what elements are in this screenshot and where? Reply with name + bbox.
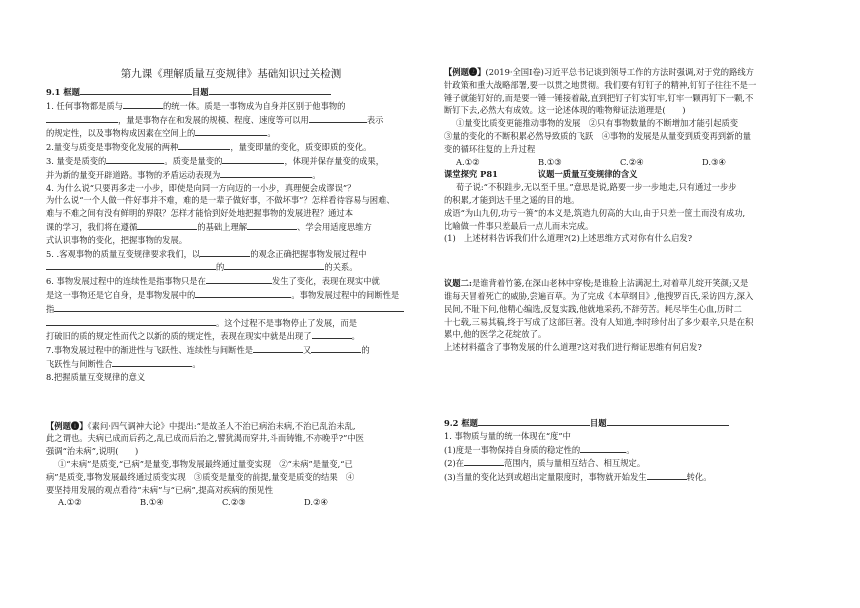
q5: 5. .客观事物的质量互变规律要求我们，以 的观念正确把握事物发展过程中 <box>46 248 367 259</box>
q1-cont2: 的规定性，以及事物构成因素在空间上的 。 <box>46 128 276 139</box>
option-d[interactable]: D.③④ <box>702 156 726 167</box>
explore-heading <box>444 168 838 181</box>
q6-cont2: 指 <box>46 302 416 316</box>
frame2-line <box>444 416 838 430</box>
q1-text: 1. 事物质与量的统一体现在“度”中 <box>444 430 571 441</box>
blank[interactable] <box>647 470 687 480</box>
option-c[interactable]: C.②④ <box>620 156 644 167</box>
example2-text: 断钉下去,必然大有成效。这一论述体现的唯物辩证法道理是( ) <box>444 105 686 116</box>
blank[interactable] <box>607 416 729 426</box>
option-a[interactable]: A.①② <box>58 497 82 508</box>
blank[interactable] <box>123 99 163 109</box>
example1-text: 强调“治未病”,说明( ) <box>46 446 139 457</box>
frame2-label: 9.2 框题 <box>444 417 478 428</box>
blank[interactable] <box>312 329 352 339</box>
material-text: 谁每天冒着死亡的威胁,尝遍百草。为了完成《本草纲目》,他搜罗百氏,采访四方,深入 <box>444 290 754 301</box>
blank[interactable] <box>220 168 312 178</box>
blank[interactable] <box>195 288 291 298</box>
q6: 6. 事物发展过程中的连续性是指事物只是在 发生了变化，表现在现实中就 <box>46 276 380 287</box>
topic2-label: 议题二: <box>444 278 472 289</box>
option-d[interactable]: D.②④ <box>304 497 328 508</box>
example2: 【例题❷】(2019·全国Ⅰ卷)习近平总书记谈到领导工作的方法时强调,对于党的路线方 <box>444 67 754 77</box>
q1-cont: ，量是事物存在和发展的规模、程度、速度等可以用 表示 <box>46 113 416 127</box>
frame-label: 9.1 框题 <box>46 87 80 97</box>
option-c[interactable]: C.②③ <box>222 497 246 508</box>
material-text: 荀子说:“不积跬步,无以至千里。”意思是说,路要一步一步地走,只有通过一步步 <box>456 182 737 193</box>
frame-line <box>46 85 416 99</box>
example1-text: 此之谓也。夫病已成而后药之,乱已成而后治之,譬犹渴而穿井,斗而铸锥,不亦晚乎?”中医 <box>46 433 364 444</box>
example1: 【例题❶】《素问·四气调神大论》中提出:“是故圣人不治已病治未病,不治已乱治未乱, <box>46 420 356 431</box>
topic2-title-label: 目题 <box>589 417 607 428</box>
page-title: 第九课《理解质量互变规律》基础知识过关检测 <box>120 68 342 80</box>
example1-statement: 要坚持用发展的观点看待“未病”与“已病”,提高对疾病的预见性 <box>46 484 274 495</box>
q6-cont3: 。这个过程不是事物停止了发展，而是 <box>46 316 416 330</box>
q4-cont: 为什么说“一个人做一件好事并不难，难的是一辈子做好事，不做坏事”？怎样看待容易与困难、 <box>46 195 395 206</box>
blank[interactable] <box>80 85 192 95</box>
q3: 3. 量变是质变的 。质变是量变的 ，体现并保存量变的成果， <box>46 155 385 166</box>
q8: 8.把握质量互变规律的意义 <box>46 371 146 382</box>
question-text: 上述材料蕴含了事物发展的什么道理?这对我们进行辩证思维有何启发? <box>444 342 702 353</box>
option-b[interactable]: B.①④ <box>140 497 164 508</box>
topic-label: 目题 <box>191 87 209 97</box>
example1-label: 【例题❶】 <box>46 420 88 431</box>
example1-statement: ①“未病”是质变,“已病”是量变,事物发展最终通过量变实现 ②“未病”是量变,“已 <box>58 458 353 469</box>
blank[interactable] <box>253 343 303 353</box>
q5-cont: 的 的关系。 <box>46 260 416 274</box>
q3-cont: 并为新的量变开辟道路。事物的矛盾运动表现为 。 <box>46 169 321 180</box>
example2-options <box>444 156 838 169</box>
q2: 2.量变与质变是事物变化发展的两种 ，量变即量的变化，质变即质的变化。 <box>46 142 372 153</box>
q1: 1. 任何事物都是质与 的统一体。质是一事物成为自身并区别于他事物的 <box>46 100 346 111</box>
option-a[interactable]: A.①② <box>456 156 480 167</box>
blank[interactable] <box>178 140 230 150</box>
explore-topic: 议题一质量互变规律的含义 <box>537 169 638 180</box>
material-text: 累中,他的医学之花绽放了。 <box>444 329 547 340</box>
question-text: (1) 上述材料告诉我们什么道理?(2)上述思维方式对你有什么启发? <box>444 233 693 244</box>
blank[interactable] <box>46 260 216 270</box>
q6-cont4: 打破旧的质的规定性而代之以新的质的规定性，表现在现实中就是出现了 。 <box>46 331 360 342</box>
example2-statement: ①量变比质变更能推动事物的发展 ②只有事物数量的不断增加才能引起质变 <box>456 118 739 129</box>
q1c: (3)当量的变化达到或超出定量限度时，事物就开始发生 转化。 <box>444 472 712 483</box>
material-text: 十七载,三易其稿,终于写成了这部巨著。没有人知道,李时珍付出了多少艰辛,只是在积 <box>444 316 754 327</box>
material-text: 比喻做一件事只差最后一点儿而未完成。 <box>444 220 594 231</box>
example1-options <box>46 496 416 509</box>
example2-text: 针政策和重大战略部署,要一以贯之地贯彻。我们要有钉钉子的精神,钉钉子往往不是一 <box>444 79 757 90</box>
blank[interactable] <box>46 316 216 326</box>
blank[interactable] <box>580 443 626 453</box>
option-b[interactable]: B.①③ <box>538 156 562 167</box>
blank[interactable] <box>209 85 331 95</box>
blank[interactable] <box>195 126 267 136</box>
blank[interactable] <box>464 456 504 466</box>
blank[interactable] <box>478 416 590 426</box>
q4-cont3: 课的学习，我们将在遵循 的基础上理解 、学会用适度思维方 <box>46 221 372 232</box>
topic2: 议题二:是谁背着竹篓,在深山老林中穿梭;是谁脸上沾满泥土,对着草儿绽开笑颜;又是 <box>444 278 749 289</box>
q4: 4. 为什么说“只要再多走一小步，即使是向同一方向迈的一小步，真理便会成谬误”？ <box>46 182 356 193</box>
blank[interactable] <box>311 343 361 353</box>
blank[interactable] <box>112 357 192 367</box>
q7-cont: 飞跃性与间断性合 。 <box>46 358 201 369</box>
material-text: 民间,不耻下问,他精心编选,反复实践,他就地采药,不辞劳苦。耗尽毕生心血,历时二 <box>444 303 742 314</box>
example1-statement: 病”是质变,事物发展最终通过质变实现 ③质变是量变的前提,量变是质变的结果 ④ <box>46 471 355 482</box>
material-text: 成语“为山九仞,功亏一篑”的本义是,筑造九仞高的大山,由于只差一筐土而没有成功, <box>444 207 746 218</box>
blank[interactable] <box>46 113 118 123</box>
example2-statement: 变的循环往复的上升过程 <box>444 143 536 154</box>
blank[interactable] <box>206 274 272 284</box>
right-column <box>430 0 860 608</box>
q1a: (1)度是一事物保持自身质的稳定性的 。 <box>444 444 635 455</box>
blank[interactable] <box>247 220 297 230</box>
blank[interactable] <box>106 154 164 164</box>
blank[interactable] <box>200 247 250 257</box>
q4-cont4: 式认识事物的变化，把握事物的发展。 <box>46 234 188 245</box>
q4-cont2: 难与不难之间有没有鲜明的界限？怎样才能恰到好处地把握事物的发展进程？通过本 <box>46 208 353 219</box>
q1b: (2)在 范围内，质与量相互结合、相互规定。 <box>444 458 646 469</box>
blank[interactable] <box>137 220 197 230</box>
q7: 7.事物发展过程中的渐进性与飞跃性、连续性与间断性是 又 的 <box>46 345 370 356</box>
explore-label: 课堂探究 P81 <box>444 169 498 180</box>
material-text: 的积累,才能到达千里之遥的目的地。 <box>444 194 580 205</box>
q6-cont: 是这一事物还是它自身，是事物发展中的 。事物发展过程中的间断性是 <box>46 289 400 300</box>
blank[interactable] <box>309 113 367 123</box>
blank[interactable] <box>224 260 324 270</box>
blank[interactable] <box>222 154 284 164</box>
blank[interactable] <box>54 302 404 312</box>
example2-text: 锤子就能钉好的,而是要一锤一锤接着敲,直到把钉子钉实钉牢,钉牢一颗再钉下一颗,不 <box>444 92 754 103</box>
example2-label: 【例题❷】 <box>444 67 486 77</box>
example2-statement: ③量的变化的不断积累必然导致质的飞跃 ④事物的发展是从量变到质变再到新的量 <box>444 130 751 141</box>
